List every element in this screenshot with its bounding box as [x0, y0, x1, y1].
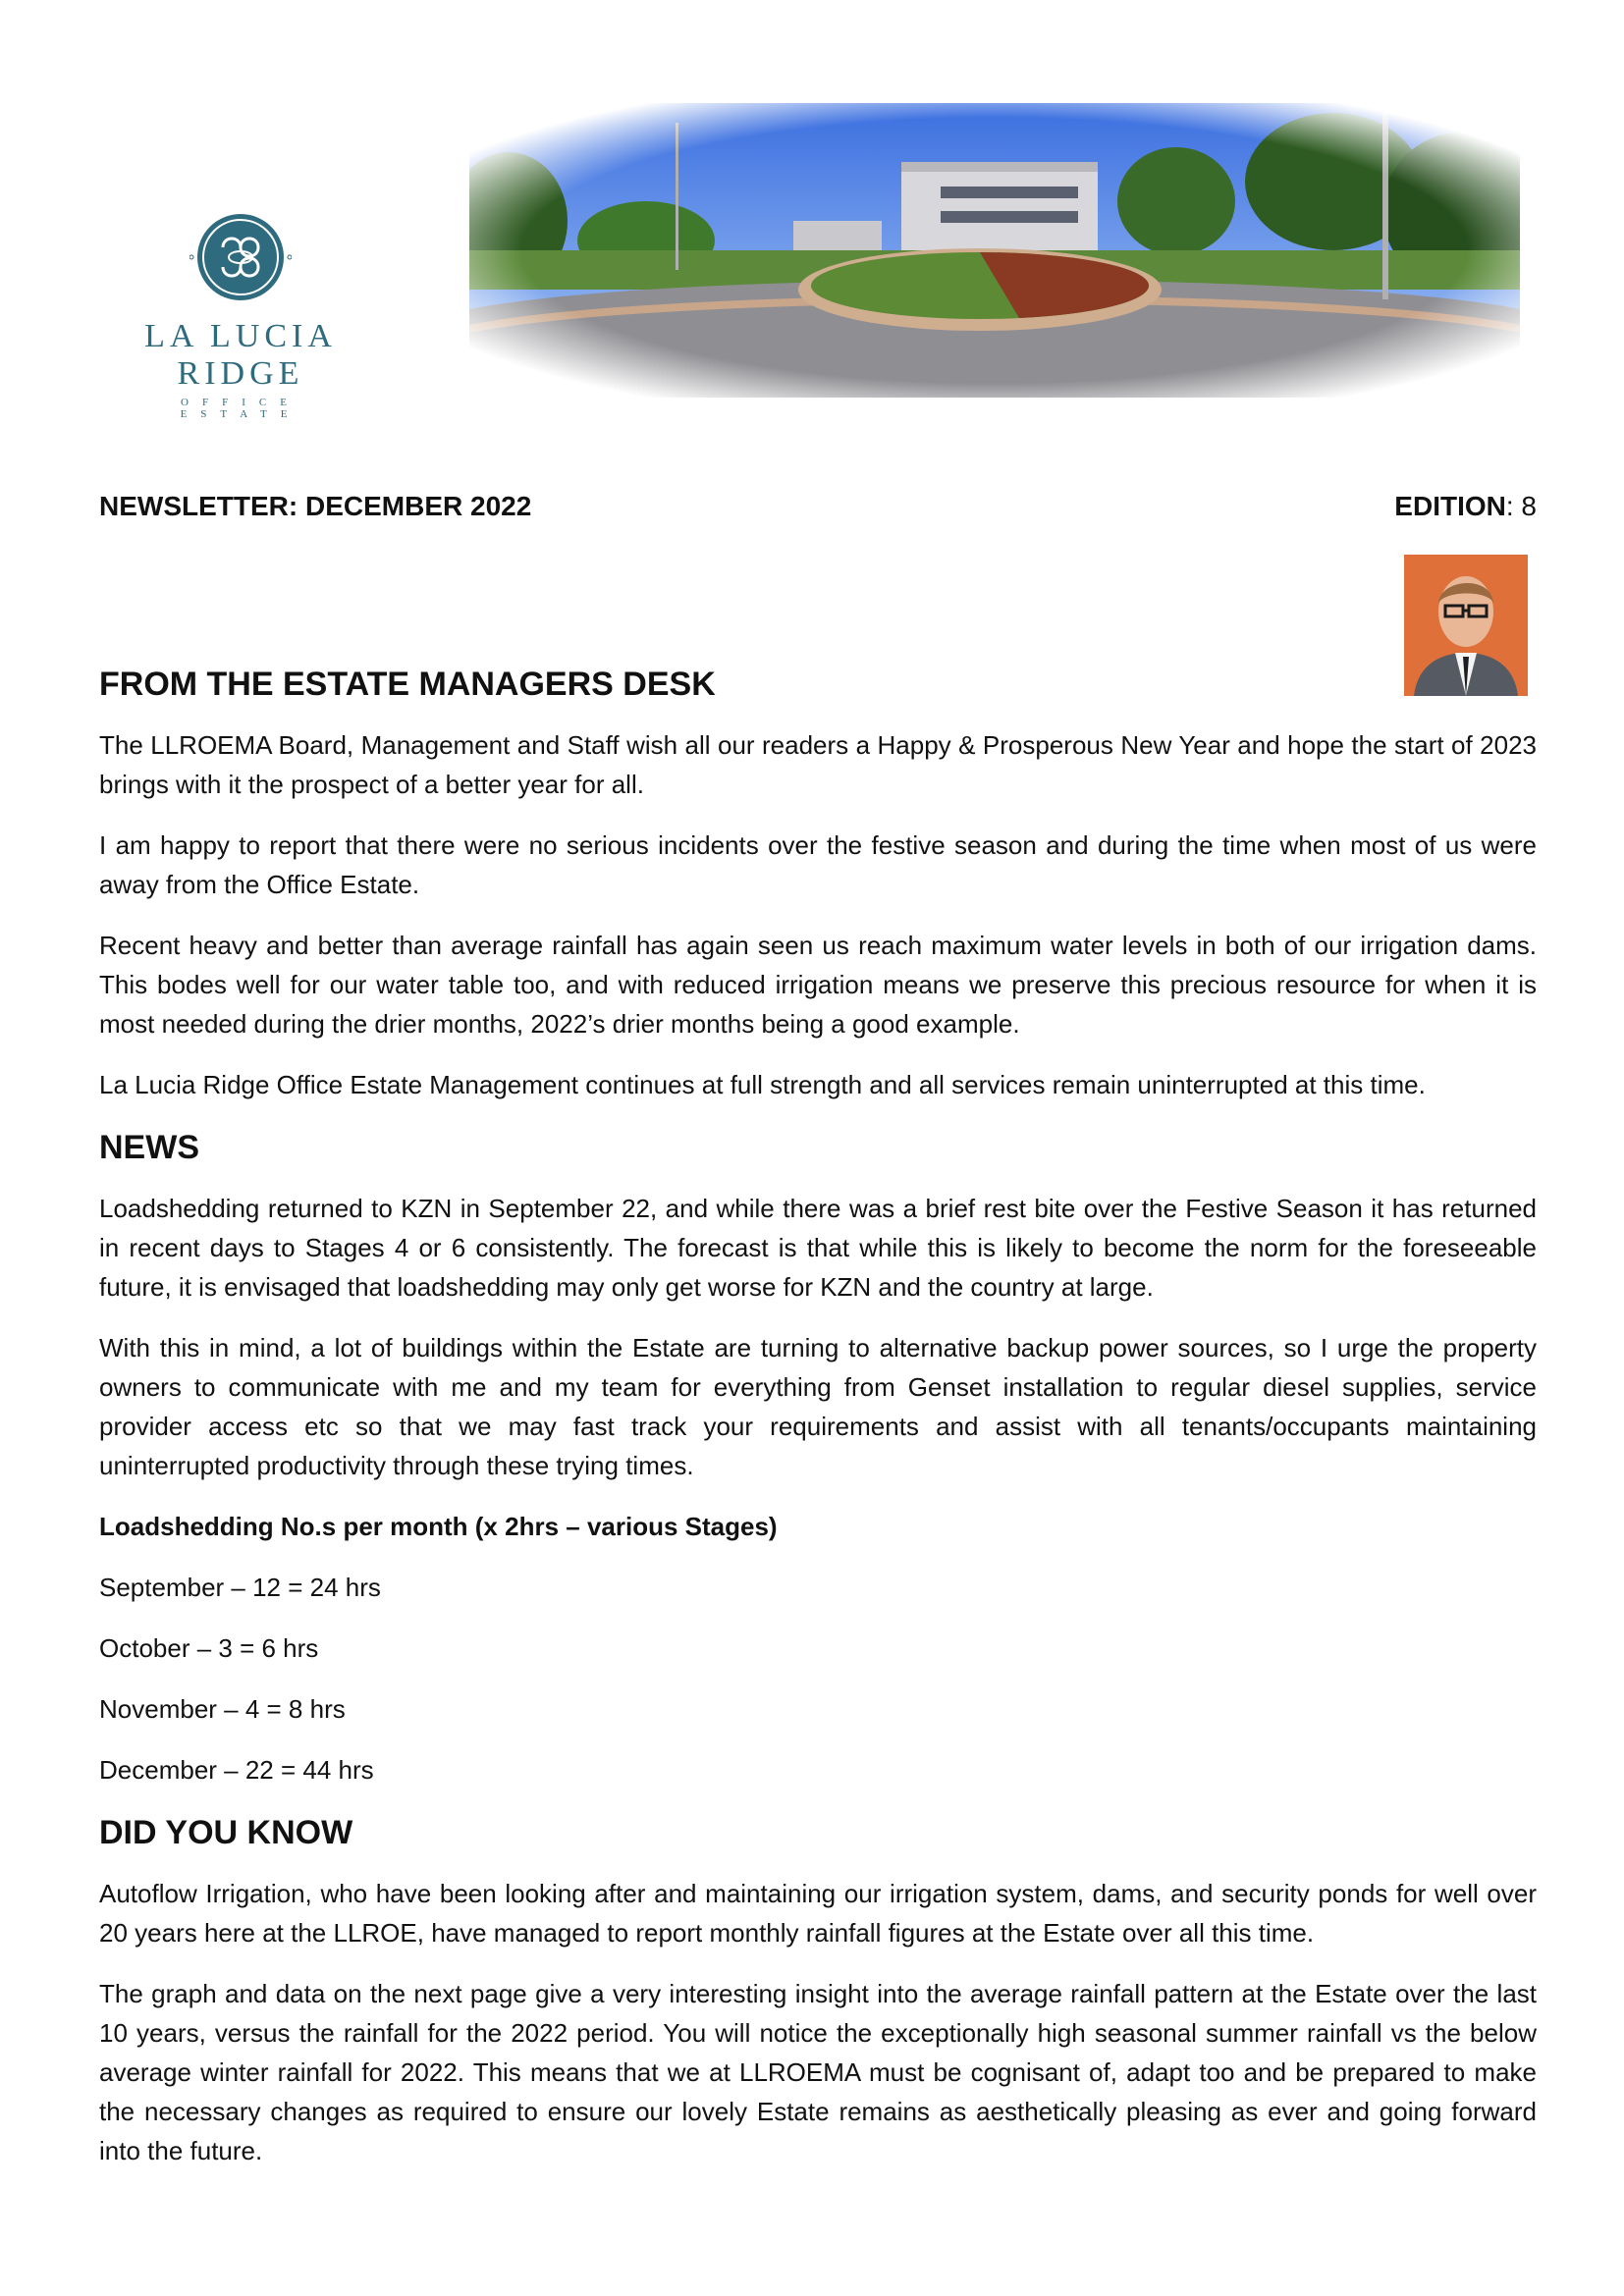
managers-desk-paragraph: La Lucia Ridge Office Estate Management continues at full strength and all services remain uninterrupted at this time.	[99, 1070, 1426, 1099]
newsletter-body	[99, 663, 1537, 2192]
did-you-know-paragraph: Autoflow Irrigation, who have been looking after and maintaining our irrigation system, dams, and security ponds for well over 20 years here at the LLROE, have managed to report monthly rainfall figures at the Estate over all this time.	[99, 1879, 1537, 1948]
news-heading: NEWS	[99, 1129, 199, 1166]
loadshedding-list-item: November – 4 = 8 hrs	[99, 1694, 346, 1724]
logo-subtitle: OFFICE ESTATE	[180, 397, 301, 420]
did-you-know-paragraph: The graph and data on the next page give a very interesting insight into the average rainfall pattern at the Estate over the last 10 years, versus the rainfall for the 2022 period. You will notice the exceptionally high seasonal summer rainfall vs the below average winter rainfall for 2022. This means that we at LLROEMA must be cognisant of, adapt too and be prepared to make the necessary changes as required to ensure our lovely Estate remains as aesthetically pleasing as ever and going forward into the future.	[99, 1979, 1537, 2165]
news-paragraph: Loadshedding returned to KZN in September 22, and while there was a brief rest bite over the Festive Season it has returned in recent days to Stages 4 or 6 consistently. The forecast is that while this is likely to become the norm for the foreseeable future, it is envisaged that loadshedding may only get worse for KZN and the country at large.	[99, 1194, 1537, 1302]
estate-logo	[123, 206, 358, 420]
loadshedding-list-title: Loadshedding No.s per month (x 2hrs – various Stages)	[99, 1512, 778, 1541]
managers-desk-paragraph: Recent heavy and better than average rainfall has again seen us reach maximum water levels in both of our irrigation dams. This bodes well for our water table too, and with reduced irrigation means we preserve this precious resource for when it is most needed during the drier months, 2022’s drier months being a good example.	[99, 931, 1537, 1039]
newsletter-title: NEWSLETTER: DECEMBER 2022	[99, 491, 532, 521]
edition-value: : 8	[1505, 491, 1537, 521]
managers-desk-paragraph: I am happy to report that there were no serious incidents over the festive season and during the time when most of us were away from the Office Estate.	[99, 830, 1537, 899]
logo-emblem-icon	[189, 206, 292, 308]
newsletter-header	[99, 491, 1537, 530]
managers-desk-paragraph: The LLROEMA Board, Management and Staff wish all our readers a Happy & Prosperous New Year and hope the start of 2023 brings with it the prospect of a better year for all.	[99, 730, 1537, 799]
loadshedding-list-item: September – 12 = 24 hrs	[99, 1573, 381, 1602]
loadshedding-list-item: December – 22 = 44 hrs	[99, 1755, 374, 1785]
logo-name: LA LUCIA RIDGE	[144, 318, 337, 392]
did-you-know-heading: DID YOU KNOW	[99, 1814, 353, 1851]
news-paragraph: With this in mind, a lot of buildings within the Estate are turning to alternative backup power sources, so I urge the property owners to communicate with me and my team for everything from Genset installation to regular diesel supplies, service provider access etc so that we may fast track your requirements and assist with all tenants/occupants maintaining uninterrupted productivity through these trying times.	[99, 1333, 1537, 1480]
edition-number	[1394, 491, 1537, 522]
loadshedding-list-item: October – 3 = 6 hrs	[99, 1633, 319, 1663]
edition-label: EDITION	[1394, 491, 1506, 521]
managers-desk-heading: FROM THE ESTATE MANAGERS DESK	[99, 666, 716, 703]
estate-banner-photo	[469, 103, 1520, 398]
